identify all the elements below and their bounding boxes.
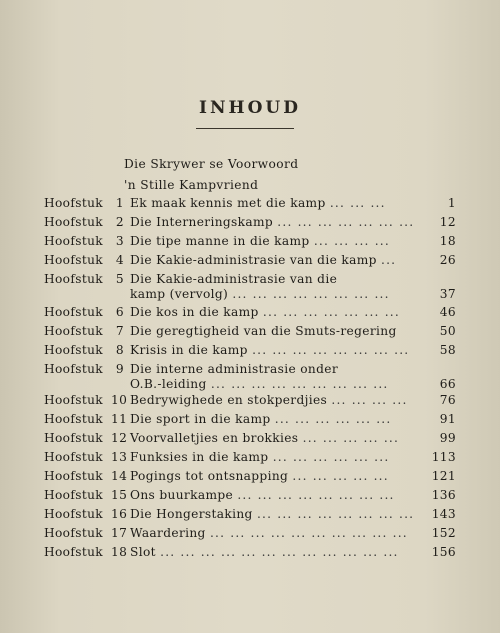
chapter-title bbox=[130, 234, 390, 248]
page-number: 99 bbox=[439, 431, 456, 445]
chapter-label-text: Hoofstuk bbox=[44, 343, 104, 357]
chapter-number: 3 bbox=[115, 234, 124, 248]
chapter-title-text: Waardering bbox=[130, 526, 206, 540]
page-number: 58 bbox=[439, 343, 456, 357]
chapter-label bbox=[44, 469, 103, 483]
title-underline bbox=[196, 128, 294, 129]
leader-dots: ... bbox=[381, 253, 397, 267]
page-number: 121 bbox=[431, 469, 456, 483]
leader-dots: ... ... ... ... ... ... ... ... ... ... ... ... bbox=[160, 545, 399, 559]
leader-dots: ... ... ... ... ... ... bbox=[274, 412, 392, 426]
chapter-title-text: Die Hongerstaking bbox=[130, 507, 253, 521]
chapter-title bbox=[130, 450, 389, 464]
chapter-label bbox=[44, 215, 103, 229]
page-number: 12 bbox=[439, 215, 456, 229]
page-number: 1 bbox=[447, 196, 456, 210]
chapter-number: 18 bbox=[111, 545, 128, 559]
leader-dots: ... ... ... ... ... ... ... ... bbox=[237, 488, 395, 502]
chapter-label-text: Hoofstuk bbox=[44, 526, 104, 540]
chapter-label bbox=[44, 234, 103, 248]
page-number: 136 bbox=[431, 488, 456, 502]
chapter-label-text: Hoofstuk bbox=[44, 272, 104, 286]
page-number: 26 bbox=[439, 253, 456, 267]
page-number: 18 bbox=[439, 234, 456, 248]
chapter-title bbox=[130, 526, 408, 540]
chapter-title-text: Funksies in die kamp bbox=[130, 450, 269, 464]
chapter-title-text: Ons buurkampe bbox=[130, 488, 234, 502]
chapter-title-text: Die Interneringskamp bbox=[130, 215, 274, 229]
chapter-title bbox=[130, 196, 386, 210]
chapter-label-text: Hoofstuk bbox=[44, 412, 104, 426]
page-number: 91 bbox=[439, 412, 456, 426]
chapter-label-text: Hoofstuk bbox=[44, 324, 104, 338]
leader-dots: ... ... ... ... ... ... bbox=[272, 450, 390, 464]
page-number: 156 bbox=[431, 545, 456, 559]
page-number: 37 bbox=[439, 287, 456, 301]
chapter-title bbox=[130, 488, 395, 502]
page-title: INHOUD bbox=[199, 98, 301, 118]
chapter-title bbox=[130, 393, 408, 407]
chapter-label bbox=[44, 393, 103, 407]
chapter-label bbox=[44, 450, 103, 464]
chapter-label bbox=[44, 431, 103, 445]
leader-dots: ... ... ... ... ... ... ... bbox=[262, 305, 400, 319]
chapter-number: 5 bbox=[115, 272, 124, 286]
leader-dots: ... ... ... ... ... ... ... bbox=[277, 215, 415, 229]
chapter-title-text: Krisis in die kamp bbox=[130, 343, 248, 357]
chapter-title bbox=[130, 507, 414, 521]
prelim-foreword: Die Skrywer se Voorwoord bbox=[124, 157, 299, 171]
chapter-label-text: Hoofstuk bbox=[44, 431, 104, 445]
leader-dots: ... ... ... ... bbox=[331, 393, 408, 407]
chapter-number: 9 bbox=[115, 362, 124, 376]
page-number: 66 bbox=[439, 377, 456, 391]
chapter-title-text: Pogings tot ontsnapping bbox=[130, 469, 289, 483]
chapter-label bbox=[44, 488, 103, 502]
page-number: 46 bbox=[439, 305, 456, 319]
chapter-title-text: Die tipe manne in die kamp bbox=[130, 234, 310, 248]
leader-dots: ... ... ... ... ... bbox=[292, 469, 389, 483]
chapter-title bbox=[130, 324, 397, 338]
chapter-label-text: Hoofstuk bbox=[44, 215, 104, 229]
chapter-title bbox=[130, 215, 414, 229]
chapter-label bbox=[44, 526, 103, 540]
chapter-title-text: Die sport in die kamp bbox=[130, 412, 271, 426]
leader-dots: ... ... ... ... ... ... ... ... bbox=[256, 507, 415, 521]
chapter-label-text: Hoofstuk bbox=[44, 393, 104, 407]
chapter-number: 13 bbox=[111, 450, 128, 464]
leader-dots: ... ... ... ... ... ... ... ... ... ... bbox=[209, 526, 408, 540]
chapter-label bbox=[44, 412, 103, 426]
chapter-title bbox=[130, 253, 396, 267]
chapter-number: 11 bbox=[111, 412, 128, 426]
chapter-label bbox=[44, 507, 103, 521]
chapter-label bbox=[44, 196, 103, 210]
chapter-number: 2 bbox=[115, 215, 124, 229]
chapter-label bbox=[44, 324, 103, 338]
chapter-title bbox=[130, 545, 399, 559]
chapter-label-text: Hoofstuk bbox=[44, 450, 104, 464]
chapter-number: 10 bbox=[111, 393, 128, 407]
chapter-title-text: Ek maak kennis met die kamp bbox=[130, 196, 326, 210]
chapter-title-text: Voorvalletjies en brokkies bbox=[130, 431, 299, 445]
page-number: 143 bbox=[431, 507, 456, 521]
chapter-label-text: Hoofstuk bbox=[44, 253, 104, 267]
leader-dots: ... ... ... ... ... ... ... ... bbox=[252, 343, 410, 357]
chapter-label-text: Hoofstuk bbox=[44, 196, 104, 210]
chapter-number: 12 bbox=[111, 431, 128, 445]
chapter-label bbox=[44, 362, 103, 376]
chapter-title bbox=[130, 343, 409, 357]
chapter-title-continued bbox=[130, 377, 389, 391]
chapter-label bbox=[44, 545, 103, 559]
leader-dots: ... ... ... ... ... ... ... ... bbox=[232, 287, 390, 301]
chapter-title-continued bbox=[130, 287, 390, 301]
chapter-label-text: Hoofstuk bbox=[44, 488, 104, 502]
prelim-camp-friend: 'n Stille Kampvriend bbox=[124, 178, 259, 192]
chapter-number: 1 bbox=[115, 196, 124, 210]
page-number: 50 bbox=[439, 324, 456, 338]
chapter-title-line2: O.B.-leiding bbox=[130, 377, 207, 391]
chapter-title-text: Die geregtigheid van die Smuts-regering bbox=[130, 324, 397, 338]
leader-dots: ... ... ... bbox=[329, 196, 386, 210]
chapter-number: 4 bbox=[115, 253, 124, 267]
chapter-title-text: Bedrywighede en stokperdjies bbox=[130, 393, 328, 407]
chapter-title-line2: kamp (vervolg) bbox=[130, 287, 229, 301]
leader-dots: ... ... ... ... bbox=[313, 234, 390, 248]
page-number: 152 bbox=[431, 526, 456, 540]
chapter-title: Die interne administrasie onder bbox=[130, 362, 339, 376]
chapter-title: Die Kakie-administrasie van die bbox=[130, 272, 338, 286]
chapter-title bbox=[130, 469, 389, 483]
chapter-label-text: Hoofstuk bbox=[44, 469, 104, 483]
chapter-number: 7 bbox=[115, 324, 124, 338]
chapter-number: 14 bbox=[111, 469, 128, 483]
chapter-number: 6 bbox=[115, 305, 124, 319]
chapter-label-text: Hoofstuk bbox=[44, 305, 104, 319]
chapter-title bbox=[130, 431, 399, 445]
chapter-label-text: Hoofstuk bbox=[44, 507, 104, 521]
chapter-label bbox=[44, 272, 103, 286]
leader-dots: ... ... ... ... ... ... ... ... ... bbox=[210, 377, 389, 391]
chapter-label bbox=[44, 253, 103, 267]
chapter-number: 8 bbox=[115, 343, 124, 357]
chapter-title bbox=[130, 305, 400, 319]
chapter-number: 17 bbox=[111, 526, 128, 540]
chapter-label bbox=[44, 305, 103, 319]
leader-dots: ... ... ... ... ... bbox=[302, 431, 400, 445]
chapter-number: 15 bbox=[111, 488, 128, 502]
chapter-title-text: Slot bbox=[130, 545, 156, 559]
chapter-title-text: Die Kakie-administrasie van die kamp bbox=[130, 253, 377, 267]
chapter-title bbox=[130, 412, 391, 426]
page-number: 113 bbox=[431, 450, 456, 464]
chapter-label-text: Hoofstuk bbox=[44, 234, 104, 248]
page-number: 76 bbox=[439, 393, 456, 407]
chapter-label-text: Hoofstuk bbox=[44, 362, 104, 376]
chapter-label-text: Hoofstuk bbox=[44, 545, 104, 559]
chapter-label bbox=[44, 343, 103, 357]
chapter-number: 16 bbox=[111, 507, 128, 521]
chapter-title-text: Die kos in die kamp bbox=[130, 305, 259, 319]
